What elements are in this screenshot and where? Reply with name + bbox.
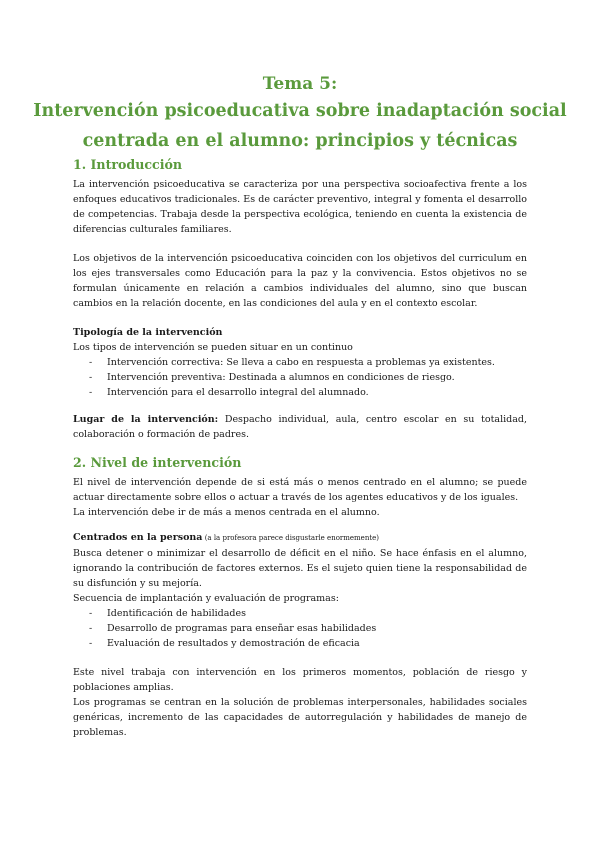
typology-heading: Tipología de la intervención xyxy=(73,327,223,338)
list-item: - Intervención preventiva: Destinada a alumnos en condiciones de riesgo. xyxy=(73,370,527,385)
section-2-heading: 2. Nivel de intervención xyxy=(73,455,242,470)
list-item: - Identificación de habilidades xyxy=(73,606,527,621)
level-paragraph-1: El nivel de intervención depende de si está más o menos centrado en el alumno; se puede actuar directamente sobre ellos o actuar a través de los agentes educativos y de los iguales. xyxy=(73,477,527,503)
list-item: - Evaluación de resultados y demostración de eficacia xyxy=(73,636,527,651)
title-line-2: centrada en el alumno: principios y técnicas xyxy=(82,131,518,151)
person-heading: Centrados en la persona xyxy=(73,532,203,543)
sequence-intro: Secuencia de implantación y evaluación de programas: xyxy=(73,593,339,604)
intro-paragraph-2: Los objetivos de la intervención psicoeducativa coinciden con los objetivos del curriculum en los ejes transversales como Educación para la paz y la convivencia. Estos objetivos no se formulan únicamente en relación a cambios individuales del alumno, sino que buscan cambios en la relación docente, en las condiciones del aula y en el contexto escolar. xyxy=(73,253,527,309)
list-item: - Intervención correctiva: Se lleva a cabo en respuesta a problemas ya existentes. xyxy=(73,355,527,370)
intro-paragraph-1: La intervención psicoeducativa se caracteriza por una perspectiva socioafectiva frente a los enfoques educativos tradicionales. Es de carácter preventivo, integral y fomenta el desarrollo de competencias. Trabaja desde la perspectiva ecológica, teniendo en cuenta la existencia de diferencias culturales familiares. xyxy=(73,179,527,235)
place-label: Lugar de la intervención: xyxy=(73,414,219,425)
level-paragraph-4: Los programas se centran en la solución de problemas interpersonales, habilidades sociales genéricas, incremento de las capacidades de autorregulación y habilidades de manejo de problemas. xyxy=(73,697,527,738)
typology-list xyxy=(73,355,527,400)
person-heading-line xyxy=(73,530,527,546)
document-body xyxy=(73,156,527,740)
intervention-place xyxy=(73,412,527,442)
person-paragraph: Busca detener o minimizar el desarrollo de déficit en el niño. Se hace énfasis en el alumno, ignorando la contribución de factores externos. Es el sujeto quien tiene la responsabilidad de su disfunción y su mejoría. xyxy=(73,548,527,589)
list-item: - Intervención para el desarrollo integral del alumnado. xyxy=(73,385,527,400)
title-line-1: Intervención psicoeducativa sobre inadaptación social xyxy=(33,101,567,121)
list-item: - Desarrollo de programas para enseñar esas habilidades xyxy=(73,621,527,636)
person-note: (a la profesora parece disgustarle enormemente) xyxy=(202,534,380,542)
tema-label: Tema 5: xyxy=(262,74,338,94)
place-text: Despacho individual, aula, centro escolar en su totalidad, colaboración o formación de padres. xyxy=(73,414,527,440)
typology-intro: Los tipos de intervención se pueden situar en un continuo xyxy=(73,342,353,353)
sequence-list xyxy=(73,606,527,651)
level-paragraph-3: Este nivel trabaja con intervención en los primeros momentos, población de riesgo y poblaciones amplias. xyxy=(73,667,527,693)
level-paragraph-2: La intervención debe ir de más a menos centrada en el alumno. xyxy=(73,507,380,518)
section-1-heading: 1. Introducción xyxy=(73,157,183,172)
